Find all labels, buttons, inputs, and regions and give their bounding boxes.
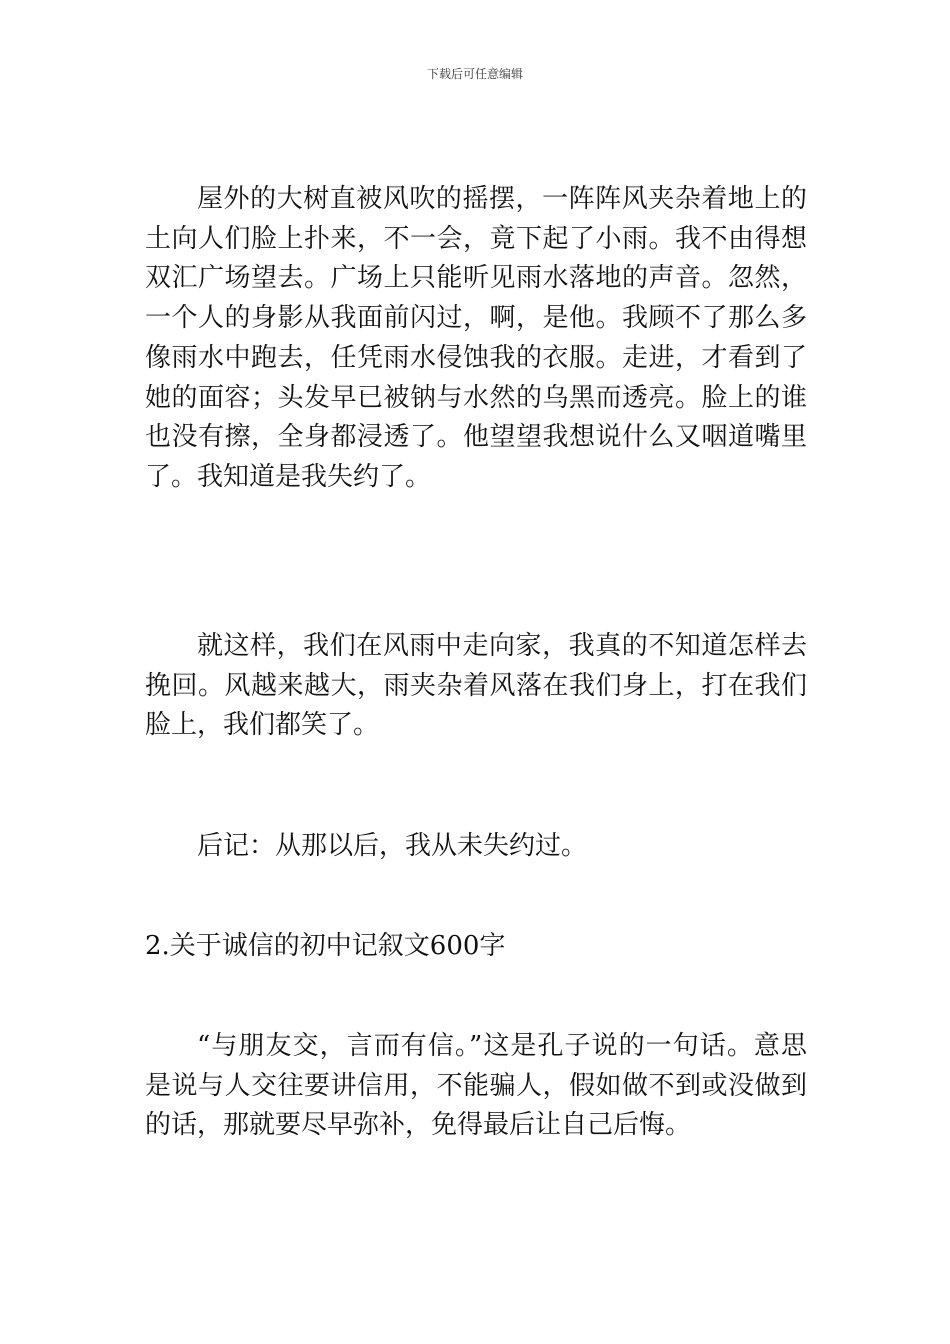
paragraph-rain-story: 屋外的大树直被风吹的摇摆，一阵阵风夹杂着地上的土向人们脸上扑来，不一会，竟下起了小雨。我不由得想双汇广场望去。广场上只能听见雨水落地的声音。忽然，一个人的身影从我面前闪过，啊，是他。我顾不了那么多像雨水中跑去，任凭雨水侵蚀我的衣服。走进，才看到了她的面容；头发早已被钠与水然的乌黑而透亮。脸上的谁也没有擦，全身都浸透了。他望望我想说什么又咽道嘴里了。我知道是我失约了。 [145,184,807,492]
paragraph-walk-home: 就这样，我们在风雨中走向家，我真的不知道怎样去挽回。风越来越大，雨夹杂着风落在我们身上，打在我们脸上，我们都笑了。 [145,631,807,741]
paragraph-confucius-quote: “与朋友交，言而有信。”这是孔子说的一句话。意思是说与人交往要讲信用，不能骗人，假如做不到或没做到的话，那就要尽早弥补，免得最后让自己后悔。 [145,1031,807,1141]
paragraph-postscript: 后记：从那以后，我从未失约过。 [197,831,588,861]
section-heading: 2.关于诚信的初中记叙文600字 [145,931,506,961]
header-note: 下载后可任意编辑 [426,67,523,81]
